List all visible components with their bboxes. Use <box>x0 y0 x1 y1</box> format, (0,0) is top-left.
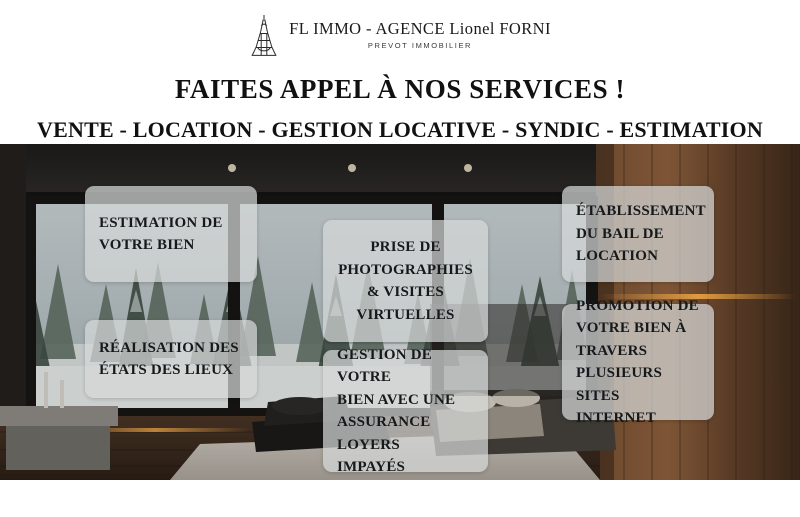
service-card-line: LOCATION <box>576 248 659 265</box>
page-title: FAITES APPEL À NOS SERVICES ! <box>174 74 626 104</box>
eiffel-tower-icon <box>249 14 279 56</box>
service-card-estimation[interactable] <box>85 186 257 282</box>
service-card-line: VOTRE BIEN <box>99 237 195 253</box>
service-card-bail-location[interactable] <box>562 186 714 282</box>
service-card-gestion-assurance[interactable] <box>323 346 488 475</box>
service-card-line: BIEN AVEC UNE <box>337 391 456 408</box>
service-card-photographies[interactable] <box>323 220 488 342</box>
service-card-line: & VISITES <box>367 284 444 300</box>
service-card-line: PHOTOGRAPHIES <box>338 261 473 278</box>
page-subtitle: VENTE - LOCATION - GESTION LOCATIVE - SYNDIC - ESTIMATION <box>37 117 763 142</box>
service-card-promotion[interactable] <box>562 297 714 426</box>
service-card-line: ASSURANCE LOYERS <box>337 414 431 453</box>
footer-strip <box>0 480 800 517</box>
service-card-line: PROMOTION DE <box>576 297 699 314</box>
service-card-line: VOTRE BIEN À <box>576 320 687 336</box>
service-card-line: ÉTABLISSEMENT <box>576 203 706 220</box>
service-card-line: GESTION DE VOTRE <box>337 346 432 385</box>
service-card-line: SITES INTERNET <box>576 387 656 426</box>
service-card-line: TRAVERS PLUSIEURS <box>576 342 662 381</box>
brand-text-block <box>289 18 551 50</box>
service-card-line: ÉTATS DES LIEUX <box>99 362 234 378</box>
brand-tagline: PREVOT IMMOBILIER <box>367 41 473 50</box>
service-card-line: RÉALISATION DES <box>99 339 239 356</box>
service-card-line: VIRTUELLES <box>356 306 455 323</box>
service-card-line: DU BAIL DE <box>576 225 664 242</box>
service-card-line: PRISE DE <box>370 239 441 255</box>
hero-image <box>0 144 800 480</box>
service-card-line: IMPAYÉS <box>337 459 406 475</box>
service-card-etats-des-lieux[interactable] <box>85 320 257 398</box>
brand-name: FL IMMO - AGENCE Lionel FORNI <box>289 18 551 38</box>
brand-header <box>0 0 800 56</box>
service-card-line: ESTIMATION DE <box>99 214 223 231</box>
